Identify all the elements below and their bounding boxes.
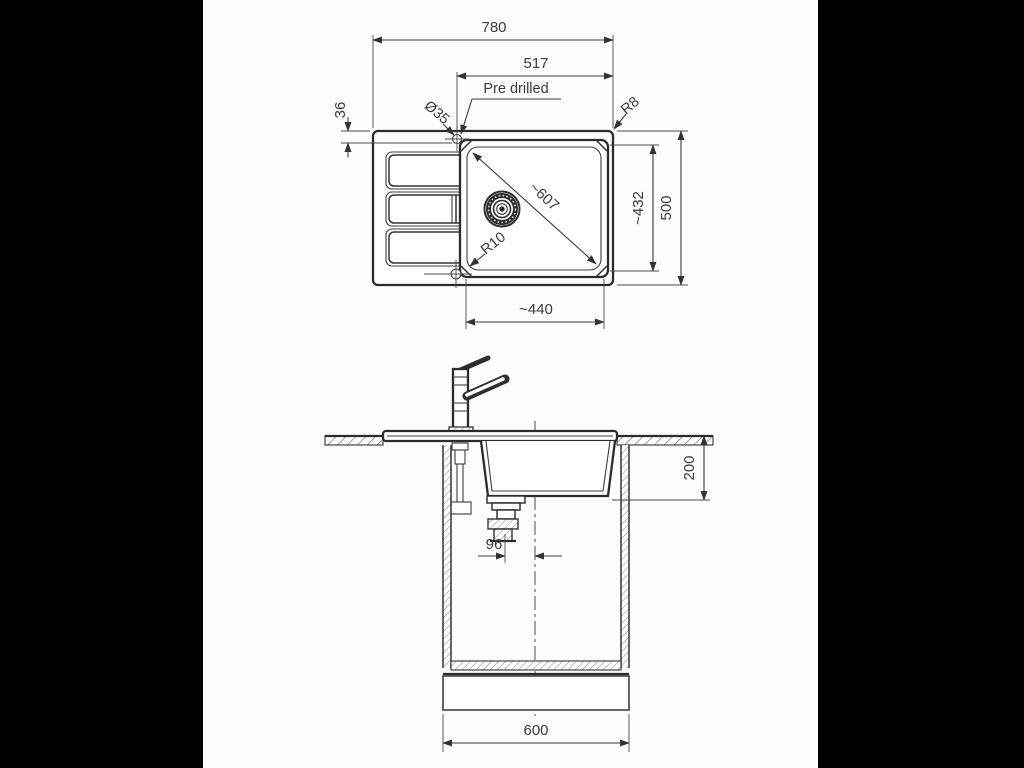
sink-rim-section — [383, 431, 617, 441]
drawing-canvas — [203, 0, 818, 768]
cabinet-plinth — [443, 676, 629, 710]
dim-rim-offset: 36 — [332, 101, 349, 119]
dim-bowl-corner-radius: R10 — [478, 229, 509, 259]
drain-top — [485, 192, 520, 227]
top-view — [373, 127, 613, 288]
dim-tap-hole-diameter: Ø35 — [420, 97, 453, 128]
dim-cabinet-width: 600 — [523, 722, 549, 739]
dim-tap-hole-span: 517 — [523, 55, 549, 72]
dim-bowl-depth: 200 — [681, 455, 698, 481]
drainboard-grooves — [386, 152, 470, 266]
dim-bowl-inner-width: ~440 — [519, 301, 553, 318]
dim-drain-offset: 96 — [485, 536, 503, 553]
dim-overall-depth: 500 — [658, 195, 675, 221]
dim-bowl-diagonal: ~607 — [525, 179, 563, 215]
dim-outer-corner-radius: R8 — [618, 93, 643, 119]
dim-overall-width: 780 — [481, 19, 507, 36]
pre-drilled-label: Pre drilled — [483, 81, 549, 97]
dim-bowl-inner-depth: ~432 — [630, 191, 647, 225]
bowl-section — [481, 441, 615, 496]
